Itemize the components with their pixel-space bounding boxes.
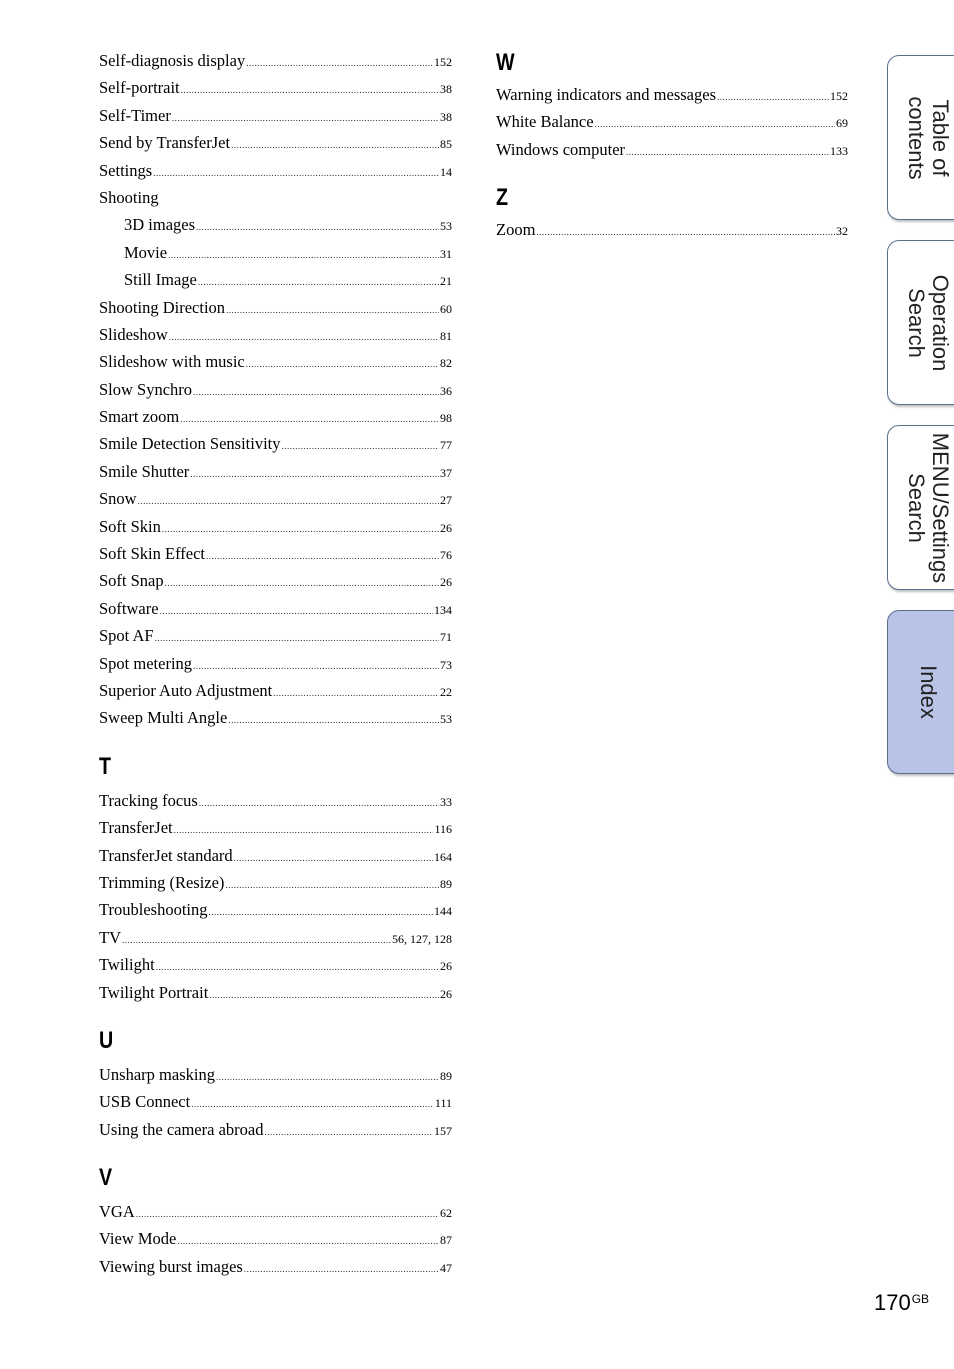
entry-label: Twilight: [99, 955, 155, 975]
entry-label: Superior Auto Adjustment: [99, 680, 273, 700]
entry-label: TransferJet: [99, 818, 173, 838]
entry-label: Unsharp masking: [99, 1064, 215, 1084]
index-entry[interactable]: [99, 677, 452, 704]
dot-leader: [153, 160, 439, 187]
entry-page-number[interactable]: 36: [440, 383, 452, 398]
entry-page-number[interactable]: 116: [434, 822, 452, 837]
dot-leader: [281, 433, 439, 460]
v-entries: [99, 1198, 452, 1280]
entry-label: Still Image: [124, 270, 197, 290]
index-entry[interactable]: [99, 157, 452, 184]
dot-leader: [225, 872, 439, 899]
index-entry[interactable]: [99, 1088, 452, 1115]
index-entry[interactable]: [99, 348, 452, 375]
dot-leader: [156, 954, 439, 981]
entry-label: Software: [99, 598, 159, 618]
entry-page-number[interactable]: 69: [836, 116, 848, 131]
entry-label: Spot metering: [99, 653, 193, 673]
entry-label: Viewing burst images: [99, 1256, 243, 1276]
entry-page-number[interactable]: 152: [830, 89, 848, 103]
u-entries: [99, 1061, 452, 1143]
entry-page-number[interactable]: 152: [434, 55, 452, 69]
entry-label: White Balance: [496, 112, 594, 132]
entry-label: Zoom: [496, 220, 536, 240]
index-entry[interactable]: [99, 540, 452, 567]
entry-label: Shooting Direction: [99, 297, 226, 317]
entry-label: Smile Shutter: [99, 461, 190, 481]
index-entry[interactable]: [99, 458, 452, 485]
dot-leader: [246, 351, 439, 378]
entry-page-number[interactable]: 76: [440, 548, 452, 563]
entry-label: TV: [99, 927, 121, 947]
entry-page-number[interactable]: 53: [440, 219, 452, 234]
entry-page-number[interactable]: 133: [830, 143, 848, 158]
dot-leader: [165, 570, 439, 597]
tab-operation-search[interactable]: [887, 240, 954, 405]
dot-leader: [209, 899, 434, 926]
dot-leader: [595, 111, 835, 138]
index-entry[interactable]: [99, 979, 452, 1006]
letter-heading-z: Z: [496, 184, 509, 212]
entry-label: TransferJet standard: [99, 845, 233, 865]
z-entries: [496, 216, 848, 243]
entry-label: Send by TransferJet: [99, 133, 231, 153]
dot-leader: [174, 817, 434, 844]
entry-label: Troubleshooting: [99, 900, 208, 920]
entry-label: Tracking focus: [99, 790, 198, 810]
entry-page-number[interactable]: 85: [440, 137, 452, 152]
index-entry[interactable]: [496, 216, 848, 243]
entry-page-number[interactable]: 38: [440, 109, 452, 124]
index-entry[interactable]: [99, 184, 452, 211]
entry-label: Self-Timer: [99, 105, 171, 125]
index-right-column: [496, 50, 848, 244]
letter-heading-v: V: [99, 1164, 113, 1192]
index-entry[interactable]: [99, 622, 452, 649]
entry-label: Sweep Multi Angle: [99, 708, 228, 728]
entry-page-number[interactable]: 73: [440, 657, 452, 672]
dot-leader: [209, 982, 439, 1009]
index-entry[interactable]: [99, 485, 452, 512]
index-entry[interactable]: [99, 924, 452, 951]
index-entry[interactable]: [496, 136, 848, 163]
entry-page-number[interactable]: 111: [434, 1096, 452, 1111]
page-number-suffix: GB: [911, 1292, 930, 1306]
index-entry[interactable]: [99, 595, 452, 622]
entry-page-number[interactable]: 47: [440, 1260, 452, 1275]
entry-page-number[interactable]: 53: [440, 712, 452, 727]
dot-leader: [172, 105, 439, 132]
entry-page-number[interactable]: 98: [440, 411, 452, 426]
entry-page-number[interactable]: 157: [434, 1123, 452, 1138]
entry-page-number[interactable]: 56, 127, 128: [392, 931, 452, 946]
tab-index-label: Index: [916, 665, 941, 719]
index-entry[interactable]: [99, 403, 452, 430]
entry-page-number[interactable]: 21: [440, 274, 452, 289]
dot-leader: [228, 707, 439, 734]
dot-leader: [181, 77, 439, 104]
tab-table-of-contents-label: Table of contents: [904, 95, 953, 180]
entry-page-number[interactable]: 26: [440, 575, 452, 590]
dot-leader: [122, 927, 391, 954]
index-entry[interactable]: [99, 650, 452, 677]
entry-page-number[interactable]: 60: [440, 301, 452, 316]
dot-leader: [199, 790, 439, 817]
index-entry[interactable]: [99, 1198, 452, 1225]
dot-leader: [138, 488, 439, 515]
entry-label: Slow Synchro: [99, 379, 193, 399]
index-entry[interactable]: [99, 787, 452, 814]
entry-label: Smart zoom: [99, 407, 180, 427]
letter-heading-u: U: [99, 1026, 114, 1054]
dot-leader: [196, 214, 439, 241]
index-entry[interactable]: [99, 869, 452, 896]
entry-label: Trimming (Resize): [99, 872, 225, 892]
dot-leader: [193, 379, 439, 406]
entry-page-number[interactable]: 77: [440, 438, 452, 453]
entry-page-number[interactable]: 134: [434, 602, 452, 617]
dot-leader: [717, 84, 829, 111]
entry-label: Soft Snap: [99, 571, 164, 591]
index-entry[interactable]: [99, 102, 452, 129]
tab-menu-settings-search[interactable]: [887, 425, 954, 590]
entry-label: Settings: [99, 160, 153, 180]
entry-page-number[interactable]: 32: [836, 224, 848, 239]
index-entry[interactable]: [99, 294, 452, 321]
entry-label: Twilight Portrait: [99, 982, 209, 1002]
entry-label: Self-portrait: [99, 78, 180, 98]
tab-operation-search-label: Operation Search: [904, 274, 953, 371]
dot-leader: [206, 543, 439, 570]
entry-page-number[interactable]: 81: [440, 328, 452, 343]
t-entries: [99, 787, 452, 1006]
index-entry[interactable]: [99, 1116, 452, 1143]
entry-page-number[interactable]: 26: [440, 986, 452, 1001]
dot-leader: [136, 1201, 439, 1228]
entry-label: Spot AF: [99, 626, 154, 646]
dot-leader: [160, 598, 433, 625]
entry-label: Shooting: [99, 187, 159, 207]
dot-leader: [168, 242, 439, 269]
tab-index[interactable]: [887, 610, 954, 774]
index-entry[interactable]: [99, 74, 452, 101]
entry-page-number[interactable]: 26: [440, 520, 452, 535]
entry-page-number[interactable]: 14: [440, 164, 452, 179]
entry-label: Slideshow: [99, 324, 168, 344]
index-entry[interactable]: [99, 47, 452, 74]
dot-leader: [180, 406, 439, 433]
entry-page-number[interactable]: 22: [440, 684, 452, 699]
tab-menu-settings-search-label: MENU/Settings Search: [904, 432, 953, 583]
index-left-column: [99, 47, 452, 1280]
letter-heading-t: T: [99, 752, 112, 780]
entry-label: USB Connect: [99, 1092, 191, 1112]
tab-table-of-contents[interactable]: [887, 55, 954, 220]
entry-label: Windows computer: [496, 139, 626, 159]
entry-label: Using the camera abroad: [99, 1119, 264, 1139]
index-entry[interactable]: [99, 321, 452, 348]
index-entry[interactable]: [99, 239, 452, 266]
index-entry[interactable]: [99, 567, 452, 594]
entry-label: Smile Detection Sensitivity: [99, 434, 281, 454]
dot-leader: [190, 461, 439, 488]
letter-heading-w: W: [496, 49, 515, 76]
index-entry[interactable]: [99, 211, 452, 238]
index-entry[interactable]: [99, 814, 452, 841]
entry-page-number[interactable]: 31: [440, 246, 452, 261]
dot-leader: [246, 50, 433, 77]
page-number: [874, 1290, 929, 1316]
entry-label: Self-diagnosis display: [99, 51, 246, 70]
entry-page-number[interactable]: 26: [440, 959, 452, 974]
entry-page-number[interactable]: 164: [434, 849, 452, 864]
s-entries: [99, 47, 452, 732]
dot-leader: [193, 653, 439, 680]
entry-label: Slideshow with music: [99, 352, 245, 372]
dot-leader: [216, 1064, 439, 1091]
dot-leader: [177, 1228, 439, 1255]
index-entry[interactable]: [99, 704, 452, 731]
index-entry[interactable]: [99, 896, 452, 923]
entry-page-number[interactable]: 144: [434, 904, 452, 919]
dot-leader: [162, 516, 439, 543]
index-entry[interactable]: [99, 1061, 452, 1088]
index-entry[interactable]: [99, 266, 452, 293]
entry-label: Snow: [99, 489, 137, 509]
dot-leader: [273, 680, 439, 707]
page-number-value: 170: [874, 1290, 911, 1315]
entry-page-number[interactable]: 89: [440, 1068, 452, 1083]
dot-leader: [231, 132, 439, 159]
entry-page-number[interactable]: 87: [440, 1233, 452, 1248]
entry-page-number[interactable]: 27: [440, 493, 452, 508]
entry-page-number[interactable]: 33: [440, 794, 452, 809]
index-entry[interactable]: [496, 108, 848, 135]
w-entries: [496, 81, 848, 163]
entry-page-number[interactable]: 71: [440, 630, 452, 645]
dot-leader: [626, 139, 829, 166]
index-entry[interactable]: [99, 376, 452, 403]
dot-leader: [234, 845, 433, 872]
dot-leader: [264, 1119, 433, 1146]
entry-label: Movie: [124, 242, 168, 262]
entry-label: 3D images: [124, 215, 196, 235]
dot-leader: [169, 324, 439, 351]
entry-label: Soft Skin: [99, 516, 161, 536]
dot-leader: [155, 625, 439, 652]
entry-page-number[interactable]: 89: [440, 876, 452, 891]
index-entry[interactable]: [496, 81, 848, 108]
dot-leader: [536, 219, 835, 246]
entry-page-number[interactable]: 82: [440, 356, 452, 371]
entry-page-number[interactable]: 37: [440, 465, 452, 480]
index-entry[interactable]: [99, 430, 452, 457]
index-entry[interactable]: [99, 842, 452, 869]
entry-label: VGA: [99, 1202, 135, 1222]
dot-leader: [191, 1091, 434, 1118]
index-entry[interactable]: [99, 951, 452, 978]
entry-label: View Mode: [99, 1229, 177, 1249]
entry-label: Soft Skin Effect: [99, 544, 206, 564]
dot-leader: [244, 1256, 439, 1283]
index-entry[interactable]: [99, 129, 452, 156]
dot-leader: [198, 269, 439, 296]
index-entry[interactable]: [99, 1253, 452, 1280]
index-entry[interactable]: [99, 513, 452, 540]
index-entry[interactable]: [99, 1225, 452, 1252]
entry-label: Warning indicators and messages: [496, 85, 716, 104]
entry-page-number[interactable]: 38: [440, 82, 452, 97]
dot-leader: [226, 297, 439, 324]
entry-page-number[interactable]: 62: [440, 1206, 452, 1221]
